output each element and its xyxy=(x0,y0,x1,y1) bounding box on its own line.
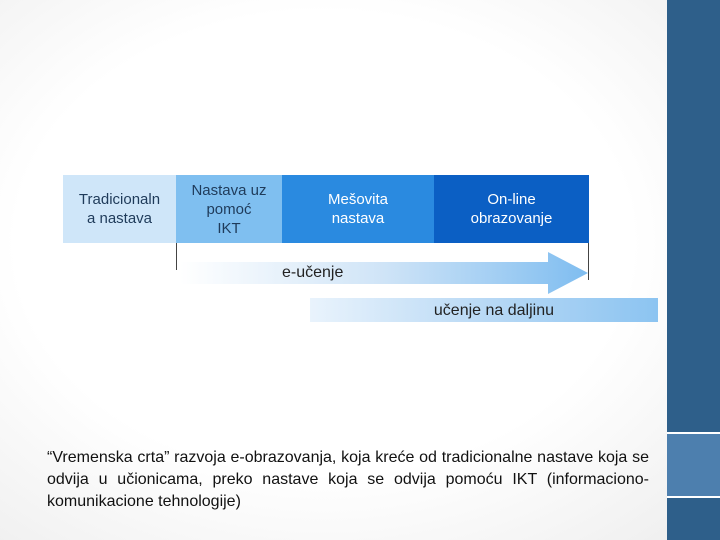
e-learning-arrow xyxy=(180,252,588,294)
distance-learning-text: učenje na daljinu xyxy=(433,302,554,319)
stage-label: Mešovita nastava xyxy=(327,191,389,227)
caption-text: “Vremenska crta” razvoja e-obrazovanja, koja kreće od tradicionalne nastave koja se odvija u učionicama, preko nastave koja se odvija pomoću IKT (informaciono-komunikacione tehnologije) xyxy=(47,449,649,510)
stage-label: On-line obrazovanje xyxy=(470,191,553,227)
stage-label: Tradicionaln a nastava xyxy=(78,191,161,227)
stage-label: Nastava uz pomoć IKT xyxy=(191,181,267,237)
e-learning-label: e-učenje xyxy=(282,264,344,281)
distance-learning-label xyxy=(310,302,658,320)
